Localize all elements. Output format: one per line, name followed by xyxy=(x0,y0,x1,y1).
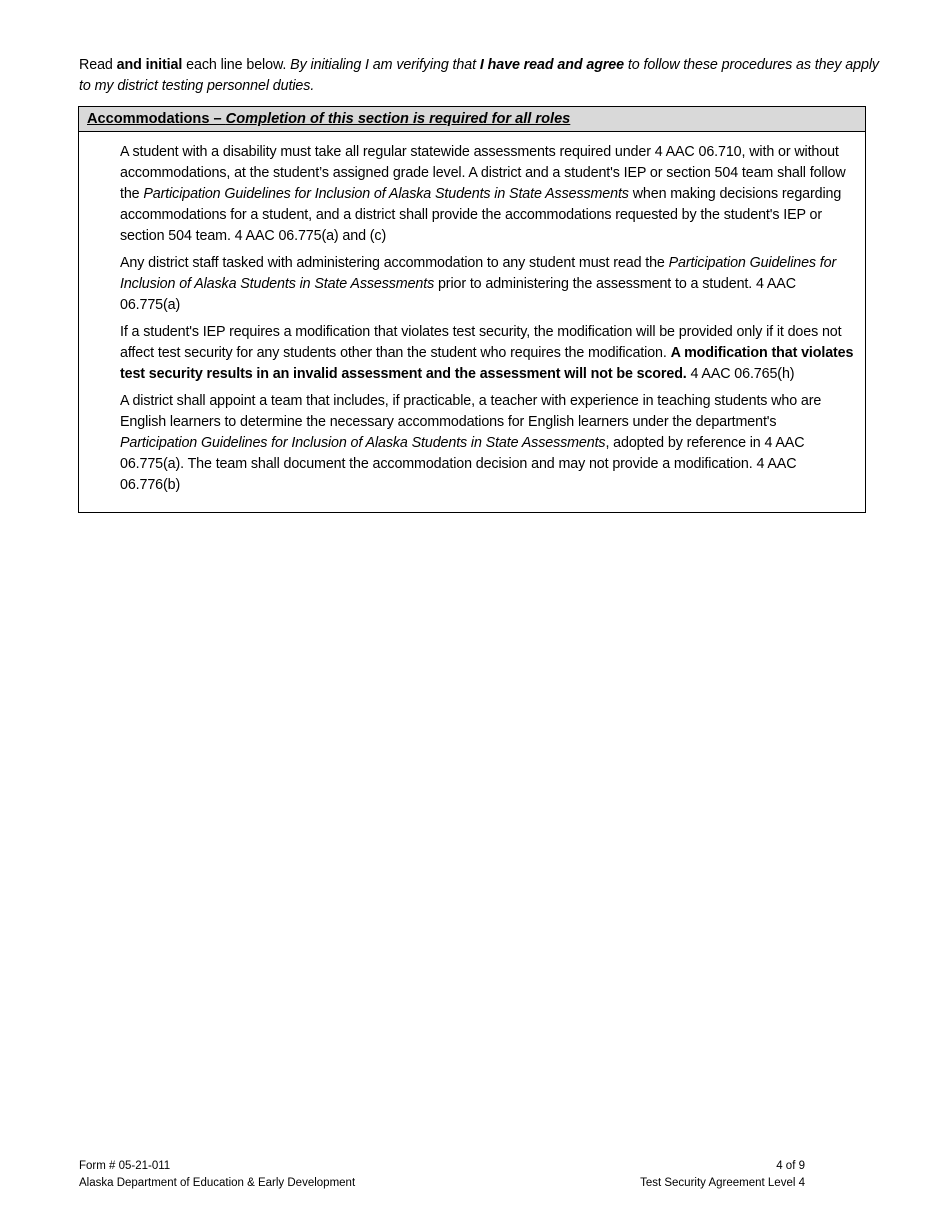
paragraph-emphasis: A modification that violates test security results in an invalid assessment and the assessment will not be scored. xyxy=(120,345,854,382)
form-number: Form # 05-21-011 xyxy=(79,1160,171,1172)
instructions-text: Read xyxy=(79,57,117,73)
paragraph-text: If a student's IEP requires a modification that violates test security, the modification will be provided only if it does not affect test security for any students other than the student who requires the modification. xyxy=(120,324,842,361)
guidelines-title: Participation Guidelines for Inclusion of Alaska Students in State Assessments xyxy=(143,186,629,202)
instructions-emphasis: and initial xyxy=(116,57,183,73)
instructions-emphasis: I have read and agree xyxy=(479,57,624,73)
paragraph-text: prior to administering the assessment to a student. 4 AAC 06.775(a) xyxy=(120,276,796,313)
paragraph-text: A student with a disability must take all regular statewide assessments required under 4 AAC 06.710, with or without accommodations, at the student’s assigned grade level. A district and a student's IEP or section 504 team shall follow the xyxy=(120,144,846,202)
footer-right xyxy=(600,1158,805,1192)
document-title: Test Security Agreement Level 4 xyxy=(640,1177,805,1189)
footer-left xyxy=(79,1158,355,1192)
section-title xyxy=(79,107,865,132)
department-name: Alaska Department of Education & Early Development xyxy=(79,1177,356,1189)
paragraph-disability-assessment xyxy=(120,142,857,247)
instructions-text: each line below. xyxy=(182,57,291,73)
instructions-italic: to follow these procedures as they apply to my district testing personnel duties. xyxy=(79,57,879,94)
instructions xyxy=(79,55,879,97)
paragraph-modification-security xyxy=(120,322,857,385)
instructions-italic: By initialing I am verifying that xyxy=(290,57,480,73)
accommodations-section xyxy=(78,106,866,513)
paragraph-text: Any district staff tasked with administering accommodation to any student must read the xyxy=(120,255,669,271)
paragraph-english-learners xyxy=(120,391,857,496)
paragraph-text: , adopted by reference in 4 AAC 06.775(a). The team shall document the accommodation decision and may not provide a modification. 4 AAC 06.776(b) xyxy=(120,435,805,493)
section-title-italic: Completion of this section is required for all roles xyxy=(225,111,571,127)
page-number: 4 of 9 xyxy=(776,1160,805,1172)
section-title-bold: Accommodations – xyxy=(87,111,226,127)
paragraph-text: A district shall appoint a team that includes, if practicable, a teacher with experience in teaching students who are English learners to determine the necessary accommodations for English learners under the department's xyxy=(120,393,822,430)
paragraph-text: 4 AAC 06.765(h) xyxy=(686,366,795,382)
paragraph-text: when making decisions regarding accommodations for a student, and a district shall provide the accommodations requested by the student's IEP or section 504 team. 4 AAC 06.775(a) and (c) xyxy=(120,186,842,244)
guidelines-title: Participation Guidelines for Inclusion of Alaska Students in State Assessments xyxy=(120,435,606,451)
guidelines-title: Participation Guidelines for Inclusion of Alaska Students in State Assessments xyxy=(120,255,837,292)
paragraph-staff-read-guidelines xyxy=(120,253,857,316)
